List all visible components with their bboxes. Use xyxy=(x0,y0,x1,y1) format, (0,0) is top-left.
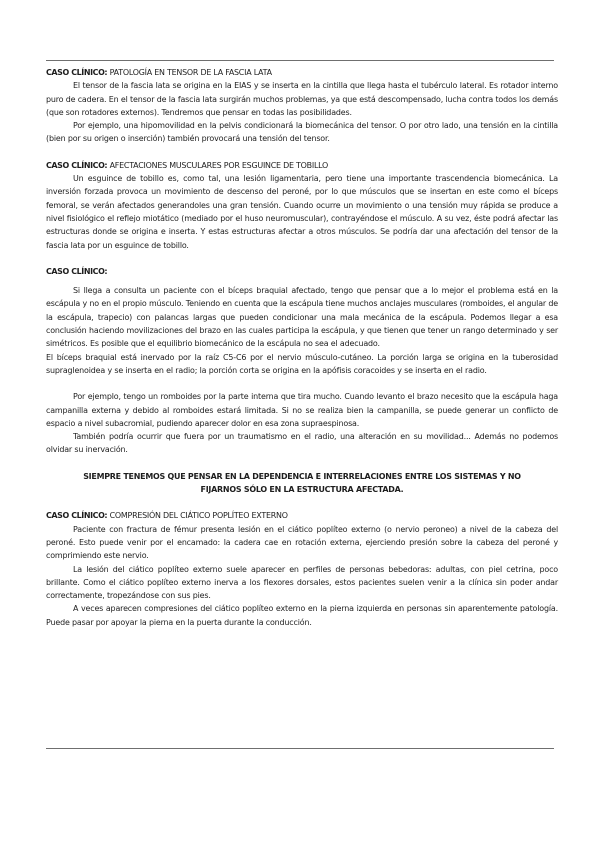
section-title: PATOLOGÍA EN TENSOR DE LA FASCIA LATA xyxy=(109,68,272,77)
section-label: CASO CLÍNICO: xyxy=(46,511,108,521)
section-label: CASO CLÍNICO: xyxy=(46,68,108,77)
section-heading-biceps-escapula xyxy=(46,265,558,278)
paragraph: También podría ocurrir que fuera por un traumatismo en el radio, una alteración en su movilidad... Además no podemos olvidar su inervación. xyxy=(46,432,558,455)
paragraph: Paciente con fractura de fémur presenta lesión en el ciático poplíteo externo (o nervio peroneo) a nivel de la cabeza del peroné. Esto puede venir por el encamado: la cadera cae en rotación externa, ejerciendo presión sobre la cabeza del peroné y comprimiendo este nervio. xyxy=(46,524,558,561)
paragraph: Un esguince de tobillo es, como tal, una lesión ligamentaria, pero tiene una importante trascendencia biomecánica. La inversión forzada provoca un movimiento de descenso del peroné, por lo que músculos que se insertan en este como el bíceps femoral, se verán afectados generandoles una gran tensión. Cuando ocurre un movimiento o una tensión muy rápida se produce a nivel fisiológico el reflejo miotático (mediado por el huso neuromuscular), contrayéndose el músculo. A su vez, éste podrá afectar las estructuras donde se origina e inserta. Y estas estructuras afectar a otros músculos. Se podría dar una afectación del tensor de la fascia lata por un esguince de tobillo. xyxy=(46,174,558,250)
section-heading-tensor-fascia-lata xyxy=(46,66,558,79)
paragraph: La lesión del ciático poplíteo externo suele aparecer en perfiles de personas bebedoras: adultas, con piel cetrina, poco brillante. Como el ciático poplíteo externo inerva a los flexores dorsales, estos pacientes suelen venir a la clínica sin poder andar correctamente, tropezándose con sus pies. xyxy=(46,564,558,601)
paragraph: A veces aparecen compresiones del ciático poplíteo externo en la pierna izquierda en personas sin aparentemente patología. Puede pasar por apoyar la pierna en la puerta durante la conducción. xyxy=(46,604,558,627)
paragraph: Si llega a consulta un paciente con el bíceps braquial afectado, tengo que pensar que a lo mejor el problema está en la escápula y no en el propio músculo. Teniendo en cuenta que la escápula tiene muchos anclajes musculares (romboides, el angular de la escápula, trapecio) con palancas largas que pueden condicionar una mala mecánica de la escápula. Podemos llegar a esa conclusión haciendo movilizaciones del brazo en las cuales participa la escápula, y que tienen que tener un rango determinado y ser simétricos. Es posible que el equilibrio biomecánico de la escápula no sea el adecuado. xyxy=(46,286,558,349)
paragraph: El tensor de la fascia lata se origina en la EIAS y se inserta en la cintilla que llega hasta el tubérculo lateral. Es rotador interno puro de cadera. En el tensor de la fascia lata surgirán muchos problemas, ya que está descompensado, lucha contra todos los demás (que son rotadores externos). Tendremos que pensar en todas las posibilidades. xyxy=(46,81,558,117)
paragraph: Por ejemplo, tengo un romboides por la parte interna que tira mucho. Cuando levanto el brazo necesito que la escápula haga campanilla externa y debido al romboides estará limitada. Si no se realiza bien la campanilla, se puede generar un conflicto de espacio a nivel subacromial, pudiendo aparecer dolor en esa zona supraespinosa. xyxy=(46,392,558,428)
section-heading-ciatico-popliteo xyxy=(46,509,558,522)
section-title: COMPRESIÓN DEL CIÁTICO POPLÍTEO EXTERNO xyxy=(109,511,288,521)
bottom-divider xyxy=(46,748,554,749)
section-title: AFECTACIONES MUSCULARES POR ESGUINCE DE TOBILLO xyxy=(109,160,329,170)
paragraph: El bíceps braquial está inervado por la raíz C5-C6 por el nervio músculo-cutáneo. La porción larga se origina en la tuberosidad supraglenoidea y se inserta en el radio; la porción corta se origina en la apófisis coracoides y se inserta en el radio. xyxy=(46,352,558,375)
section-heading-esguince-tobillo xyxy=(46,159,558,172)
document-body xyxy=(46,66,558,629)
callout-line-2: FIJARNOS SÓLO EN LA ESTRUCTURA AFECTADA. xyxy=(200,485,404,495)
callout-line-1: SIEMPRE TENEMOS QUE PENSAR EN LA DEPENDENCIA E INTERRELACIONES ENTRE LOS SISTEMAS Y NO xyxy=(83,471,521,481)
paragraph: Por ejemplo, una hipomovilidad en la pelvis condicionará la biomecánica del tensor. O por otro lado, una tensión en la cintilla (bien por su origen o inserción) también provocará una tensión del tensor. xyxy=(46,121,558,144)
section-label: CASO CLÍNICO: xyxy=(46,160,108,170)
top-divider xyxy=(46,60,554,61)
section-label: CASO CLÍNICO: xyxy=(46,266,108,276)
